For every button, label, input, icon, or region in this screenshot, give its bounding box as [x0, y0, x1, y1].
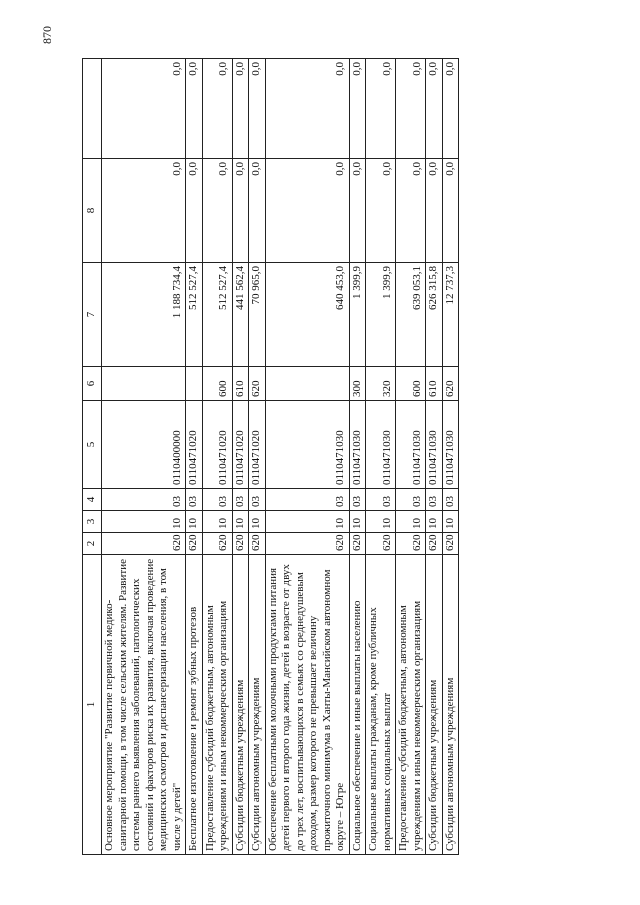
row-code: 600 — [396, 367, 426, 401]
row-code: 0110471030 — [349, 401, 366, 489]
row-value: 0,0 — [232, 59, 249, 159]
row-code: 620 — [102, 533, 186, 555]
table-header-row — [83, 59, 102, 855]
column-header: 2 — [83, 533, 102, 555]
row-code: 610 — [232, 367, 249, 401]
row-code: 620 — [366, 533, 396, 555]
column-header: 5 — [83, 401, 102, 489]
row-code: 620 — [442, 533, 459, 555]
table-row — [232, 59, 249, 855]
row-name: Социальные выплаты гражданам, кроме публичных нормативных социальных выплат — [366, 555, 396, 855]
column-header: 3 — [83, 511, 102, 533]
row-code: 10 — [232, 511, 249, 533]
row-value: 0,0 — [349, 159, 366, 263]
row-code: 03 — [249, 489, 266, 511]
row-code: 620 — [232, 533, 249, 555]
row-value: 0,0 — [366, 159, 396, 263]
row-code: 0110471020 — [202, 401, 232, 489]
row-code: 620 — [249, 367, 266, 401]
row-code — [102, 367, 186, 401]
table-body — [102, 59, 459, 855]
row-value: 1 188 734,4 — [102, 263, 186, 367]
table-row — [202, 59, 232, 855]
table-row — [249, 59, 266, 855]
row-value: 70 965,0 — [249, 263, 266, 367]
row-name: Субсидии бюджетным учреждениям — [232, 555, 249, 855]
row-code: 0110471030 — [366, 401, 396, 489]
column-header: 1 — [83, 555, 102, 855]
table-row — [396, 59, 426, 855]
row-value: 0,0 — [442, 59, 459, 159]
row-code: 10 — [249, 511, 266, 533]
table-row — [366, 59, 396, 855]
row-code: 620 — [426, 533, 443, 555]
row-value: 0,0 — [249, 159, 266, 263]
row-code: 0110471020 — [232, 401, 249, 489]
row-value: 0,0 — [186, 159, 203, 263]
row-code: 0110471020 — [249, 401, 266, 489]
row-name: Субсидии бюджетным учреждениям — [426, 555, 443, 855]
row-code: 620 — [442, 367, 459, 401]
row-code: 300 — [349, 367, 366, 401]
column-header: 4 — [83, 489, 102, 511]
row-value: 1 399,9 — [349, 263, 366, 367]
row-code: 0110471030 — [426, 401, 443, 489]
row-value: 0,0 — [265, 59, 349, 159]
row-value: 512 527,4 — [202, 263, 232, 367]
row-value: 0,0 — [366, 59, 396, 159]
row-name: Социальное обеспечение и иные выплаты населению — [349, 555, 366, 855]
row-code: 620 — [265, 533, 349, 555]
row-value: 0,0 — [442, 159, 459, 263]
table-row — [349, 59, 366, 855]
row-code: 10 — [349, 511, 366, 533]
row-code: 10 — [202, 511, 232, 533]
row-code: 620 — [186, 533, 203, 555]
row-value: 0,0 — [426, 159, 443, 263]
row-name: Субсидии автономным учреждениям — [249, 555, 266, 855]
column-header — [83, 59, 102, 159]
row-value: 0,0 — [202, 59, 232, 159]
row-value: 0,0 — [232, 159, 249, 263]
row-name: Предоставление субсидий бюджетным, автономным учреждениям и иным некоммерческим организациям — [396, 555, 426, 855]
table-row — [102, 59, 186, 855]
row-value: 0,0 — [102, 59, 186, 159]
row-code: 0110471030 — [265, 401, 349, 489]
column-header: 6 — [83, 367, 102, 401]
row-code — [186, 367, 203, 401]
row-code: 10 — [102, 511, 186, 533]
row-name: Предоставление субсидий бюджетным, автономным учреждениям и иным некоммерческим организациям — [202, 555, 232, 855]
row-code: 620 — [396, 533, 426, 555]
table-row — [186, 59, 203, 855]
row-name: Бесплатное изготовление и ремонт зубных протезов — [186, 555, 203, 855]
row-code: 620 — [202, 533, 232, 555]
row-code: 10 — [396, 511, 426, 533]
row-value: 640 453,0 — [265, 263, 349, 367]
row-code: 620 — [249, 533, 266, 555]
row-code: 03 — [349, 489, 366, 511]
row-value: 0,0 — [186, 59, 203, 159]
row-name: Субсидии автономным учреждениям — [442, 555, 459, 855]
row-code: 0110400000 — [102, 401, 186, 489]
row-value: 0,0 — [202, 159, 232, 263]
row-value: 0,0 — [265, 159, 349, 263]
row-code: 03 — [186, 489, 203, 511]
row-name: Обеспечение бесплатными молочными продуктами питания детей первого и второго года жизни, детей в возрасте от двух до трех лет, воспитывающихся в семьях со среднедушевым доходом, размер которого не превышает величину прожиточного минимума в Ханты-Мансийском автономном округе – Югре — [265, 555, 349, 855]
row-value: 0,0 — [426, 59, 443, 159]
row-value: 512 527,4 — [186, 263, 203, 367]
row-code: 0110471020 — [186, 401, 203, 489]
row-value: 12 737,3 — [442, 263, 459, 367]
row-value: 1 399,9 — [366, 263, 396, 367]
row-name: Основное мероприятие "Развитие первичной медико-санитарной помощи, в том числе сельским жителям. Развитие системы раннего выявления заболеваний, патологических состояний и факторов риска их развития, включая проведение медицинских осмотров и диспансеризации населения, в том числе у детей" — [102, 555, 186, 855]
table-row — [265, 59, 349, 855]
row-code: 10 — [366, 511, 396, 533]
row-code: 03 — [102, 489, 186, 511]
budget-table-container — [82, 59, 600, 855]
column-header: 7 — [83, 263, 102, 367]
row-code: 03 — [442, 489, 459, 511]
row-code: 03 — [202, 489, 232, 511]
row-code: 03 — [366, 489, 396, 511]
row-value: 0,0 — [396, 159, 426, 263]
row-value: 639 053,1 — [396, 263, 426, 367]
row-value: 0,0 — [102, 159, 186, 263]
row-code: 03 — [426, 489, 443, 511]
row-code: 610 — [426, 367, 443, 401]
row-code: 620 — [349, 533, 366, 555]
row-value: 626 315,8 — [426, 263, 443, 367]
budget-table — [82, 58, 459, 855]
row-code: 03 — [265, 489, 349, 511]
table-row — [426, 59, 443, 855]
row-code: 600 — [202, 367, 232, 401]
row-code: 0110471030 — [396, 401, 426, 489]
row-code — [265, 367, 349, 401]
row-value: 0,0 — [249, 59, 266, 159]
column-header: 8 — [83, 159, 102, 263]
row-code: 10 — [426, 511, 443, 533]
row-code: 03 — [232, 489, 249, 511]
row-code: 10 — [265, 511, 349, 533]
row-code: 03 — [396, 489, 426, 511]
row-code: 320 — [366, 367, 396, 401]
row-code: 10 — [186, 511, 203, 533]
page-number: 870 — [40, 26, 54, 44]
row-value: 441 562,4 — [232, 263, 249, 367]
table-row — [442, 59, 459, 855]
row-code: 0110471030 — [442, 401, 459, 489]
row-value: 0,0 — [349, 59, 366, 159]
row-value: 0,0 — [396, 59, 426, 159]
row-code: 10 — [442, 511, 459, 533]
